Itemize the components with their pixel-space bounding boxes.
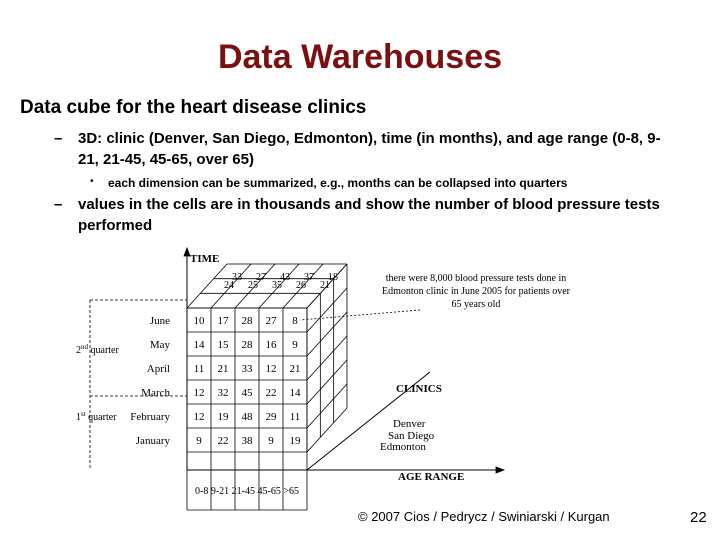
- back-top-value-b-1: 25: [248, 280, 258, 291]
- cell-value-r1-c4: 9: [292, 339, 298, 351]
- slide-title: Data Warehouses: [217, 38, 503, 76]
- right-diag-line-1: [307, 288, 347, 332]
- cell-value-r4-c1: 19: [217, 411, 229, 423]
- cell-value-r0-c1: 17: [217, 315, 229, 327]
- bullet-dimensions: 3D: clinic (Denver, San Diego, Edmonton), time (in months), and age range (0-8, 9-21, 21-45, 45-65, over 65): [78, 130, 661, 168]
- sub-bullet-summarize: each dimension can be summarized, e.g., months can be collapsed into quarters: [108, 176, 568, 190]
- cell-value-r0-c2: 28: [241, 315, 253, 327]
- right-diag-line-3: [307, 336, 347, 380]
- clinic-label-san-diego: San Diego: [388, 430, 435, 442]
- annotation-pointer: [300, 310, 420, 320]
- page-number: 22: [690, 509, 707, 526]
- top-diag-line-0: [187, 264, 227, 308]
- back-top-value-a-0: 33: [232, 272, 242, 283]
- quarter-label-1st: 1st quarter: [76, 410, 117, 423]
- cell-value-r2-c1: 21: [217, 363, 229, 375]
- cell-value-r5-c2: 38: [241, 435, 253, 447]
- month-label-february: February: [130, 411, 170, 423]
- cell-value-r5-c3: 9: [268, 435, 274, 447]
- cell-value-r1-c0: 14: [193, 339, 205, 351]
- cell-value-r1-c1: 15: [217, 339, 229, 351]
- cell-value-r4-c2: 48: [241, 411, 253, 423]
- annotation-text: there were 8,000 blood pressure tests done in Edmonton clinic in June 2005 for patients over 65 years old: [381, 273, 571, 310]
- month-label-april: April: [146, 363, 170, 375]
- clinics-axis-label: CLINICS: [396, 383, 442, 395]
- cell-value-r0-c0: 10: [193, 315, 205, 327]
- age-range-axis-label: AGE RANGE: [398, 471, 465, 483]
- cell-value-r2-c0: 11: [193, 363, 205, 375]
- month-label-may: May: [149, 339, 170, 351]
- bullet-dash-1: –: [54, 130, 63, 147]
- cell-value-r3-c2: 45: [241, 387, 253, 399]
- cell-value-r3-c1: 32: [217, 387, 229, 399]
- back-top-value-a-1: 27: [256, 272, 266, 283]
- age-range-values-label: 0-8 9-21 21-45 45-65 >65: [195, 486, 299, 497]
- copyright-footer: © 2007 Cios / Pedrycz / Swiniarski / Kurgan: [358, 509, 610, 524]
- cell-value-r4-c0: 12: [193, 411, 205, 423]
- cell-value-r5-c4: 19: [289, 435, 301, 447]
- cell-value-r2-c2: 33: [241, 363, 253, 375]
- clinic-label-edmonton: Edmonton: [380, 441, 426, 453]
- cell-value-r4-c3: 29: [265, 411, 277, 423]
- month-label-june: June: [149, 315, 170, 327]
- cube-labels: [76, 253, 571, 497]
- cell-value-r1-c2: 28: [241, 339, 253, 351]
- cell-value-r5-c1: 22: [217, 435, 229, 447]
- time-axis-label: TIME: [190, 253, 220, 265]
- cell-value-r1-c3: 16: [265, 339, 277, 351]
- quarter-label-2nd: 2nd quarter: [76, 343, 119, 356]
- sub-bullet-dot: •: [90, 176, 94, 187]
- cell-value-r2-c3: 12: [265, 363, 277, 375]
- cell-value-r2-c4: 21: [289, 363, 301, 375]
- back-top-value-b-3: 26: [296, 280, 306, 291]
- cell-value-r0-c3: 27: [265, 315, 277, 327]
- month-label-january: January: [135, 435, 170, 447]
- bullet-values: values in the cells are in thousands and show the number of blood pressure tests performed: [78, 196, 660, 234]
- right-diag-line-5: [307, 384, 347, 428]
- cell-value-r3-c4: 14: [289, 387, 301, 399]
- cell-value-r5-c0: 9: [196, 435, 202, 447]
- back-top-value-a-3: 37: [304, 272, 314, 283]
- back-top-value-a-4: 18: [328, 272, 338, 283]
- age-range-axis-arrow: [496, 467, 504, 473]
- back-top-value-b-0: 24: [224, 280, 234, 291]
- back-top-value-b-4: 21: [320, 280, 330, 291]
- slide-subtitle: Data cube for the heart disease clinics: [20, 97, 367, 118]
- right-diag-line-6: [307, 408, 347, 452]
- cell-value-r3-c3: 22: [265, 387, 277, 399]
- right-diag-line-4: [307, 360, 347, 404]
- cell-value-r4-c4: 11: [289, 411, 301, 423]
- clinic-label-denver: Denver: [393, 418, 426, 430]
- cell-value-r3-c0: 12: [193, 387, 205, 399]
- bullet-dash-2: –: [54, 196, 63, 213]
- back-top-value-b-2: 35: [272, 280, 282, 291]
- month-label-march: March: [141, 387, 170, 399]
- back-top-value-a-2: 43: [280, 272, 290, 283]
- right-diag-line-2: [307, 312, 347, 356]
- cell-value-r0-c4: 8: [292, 315, 298, 327]
